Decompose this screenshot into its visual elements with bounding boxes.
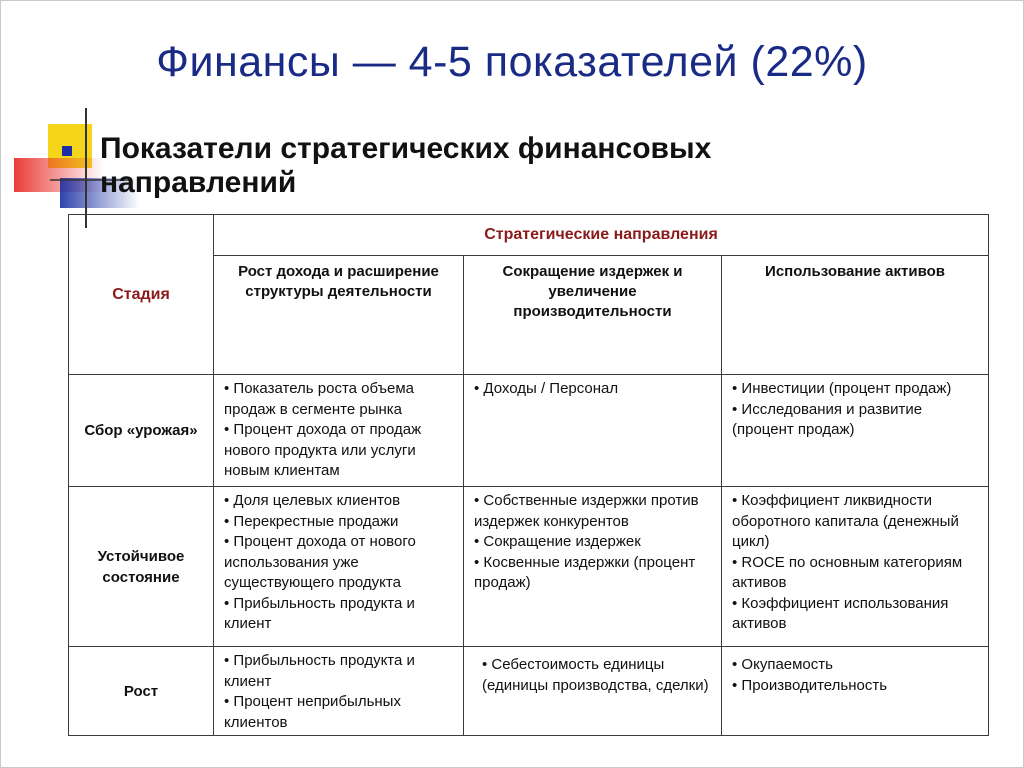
list-item: • Коэффициент использования активов: [732, 594, 949, 632]
slide-title: Финансы — 4-5 показателей (22%): [156, 38, 868, 86]
list-item: • Инвестиции (процент продаж): [732, 380, 952, 397]
list-item: • Процент дохода от продаж нового продукта или услуги новым клиентам: [224, 421, 422, 479]
list-item: • Доходы / Персонал: [474, 380, 619, 397]
table-row: [69, 487, 989, 647]
list-item: • Перекрестные продажи: [224, 512, 399, 530]
list-item: • Прибыльность продукта и клиент: [224, 652, 415, 690]
list-item: • Процент неприбыльных клиентов: [224, 693, 401, 731]
list-item: • Исследования и развитие (процент продаж): [732, 400, 923, 438]
list-item: • Доля целевых клиентов: [224, 492, 401, 509]
indicators-table: [68, 214, 989, 736]
stage-column-header: Стадия: [69, 215, 214, 375]
column-header-revenue-growth: Рост дохода и расширение структуры деятельности: [214, 256, 464, 375]
stage-label: Сбор «урожая»: [69, 375, 214, 487]
column-header-cost-reduction: Сокращение издержек и увеличение производительности: [464, 256, 722, 375]
slide-subtitle: Показатели стратегических финансовых направлений: [100, 132, 712, 199]
table-cell: [722, 375, 989, 487]
list-item: • Окупаемость: [732, 656, 833, 673]
list-item: • Себестоимость единицы (единицы производства, сделки): [482, 656, 709, 694]
table-row: [69, 375, 989, 487]
list-item: • Производительность: [732, 676, 888, 694]
list-item: • Косвенные издержки (процент продаж): [474, 553, 696, 591]
table-cell: [214, 487, 464, 647]
list-item: • ROCE по основным категориям активов: [732, 553, 963, 591]
column-header-asset-utilization: Использование активов: [722, 256, 989, 375]
list-item: • Процент дохода от нового использования уже существующего продукта: [224, 533, 416, 591]
list-item: • Сокращение издержек: [474, 533, 641, 550]
table-cell: [722, 647, 989, 736]
list-item: • Коэффициент ликвидности оборотного капитала (денежный цикл): [732, 492, 959, 550]
table-cell: [464, 647, 722, 736]
list-item: • Прибыльность продукта и клиент: [224, 594, 415, 632]
table-cell: [214, 647, 464, 736]
stage-label: Рост: [69, 647, 214, 736]
strategic-directions-header: Стратегические направления: [214, 215, 989, 256]
list-item: • Собственные издержки против издержек конкурентов: [474, 492, 699, 530]
table-cell: [464, 487, 722, 647]
table-cell: [214, 375, 464, 487]
table-row: [69, 647, 989, 736]
table-cell: [464, 375, 722, 487]
stage-label: Устойчивое состояние: [69, 487, 214, 647]
list-item: • Показатель роста объема продаж в сегменте рынка: [224, 380, 414, 418]
table-cell: [722, 487, 989, 647]
